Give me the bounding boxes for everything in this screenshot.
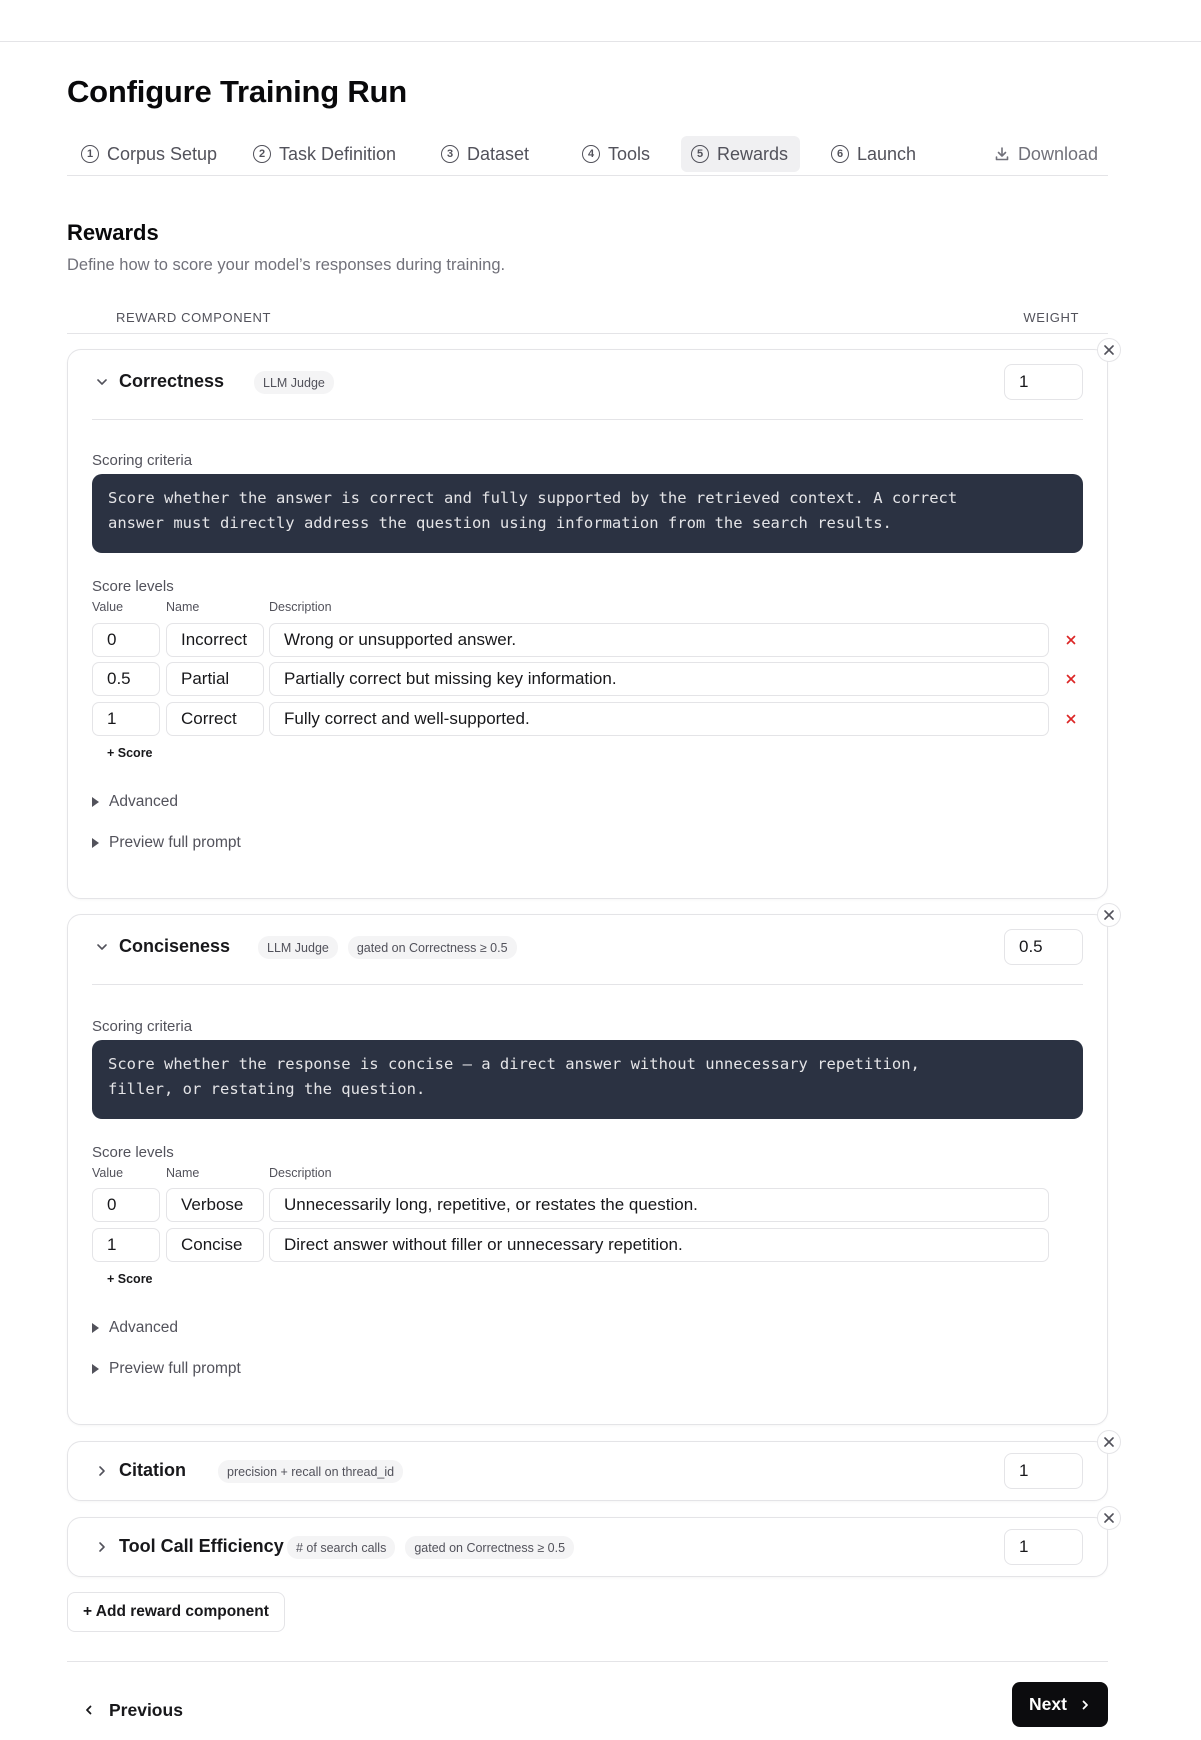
col-value: Value <box>92 1166 124 1180</box>
badge-group <box>258 936 517 959</box>
score-name-input[interactable] <box>166 662 264 696</box>
badge-group <box>287 1536 574 1559</box>
scoring-criteria-editor[interactable]: Score whether the answer is correct and fully supported by the retrieved context. A correct answer must directly address the question using information from the search results. <box>92 474 1083 553</box>
component-title: Tool Call Efficiency <box>119 1536 284 1556</box>
add-score-button[interactable]: + Score <box>107 746 153 760</box>
section-description: Define how to score your model’s responses during training. <box>67 256 506 274</box>
score-description-input[interactable] <box>269 702 1049 736</box>
close-icon <box>1104 910 1114 920</box>
score-name-input[interactable] <box>166 1228 264 1262</box>
add-score-button[interactable]: + Score <box>107 1272 153 1286</box>
gate-badge: gated on Correctness ≥ 0.5 <box>348 936 517 959</box>
type-badge: LLM Judge <box>254 371 334 394</box>
metric-badge: # of search calls <box>287 1536 395 1559</box>
scoring-criteria-label: Scoring criteria <box>92 452 193 469</box>
next-button[interactable] <box>1012 1682 1108 1727</box>
chevron-down-icon[interactable] <box>92 372 112 392</box>
score-value-input[interactable] <box>92 1228 160 1262</box>
step-number-icon: 3 <box>441 145 459 163</box>
remove-score-icon[interactable] <box>1063 671 1079 687</box>
card-header[interactable] <box>92 915 1083 985</box>
tab-tools[interactable] <box>572 136 660 172</box>
previous-button[interactable] <box>83 1690 183 1730</box>
download-icon <box>994 146 1010 162</box>
tab-rewards[interactable] <box>681 136 800 172</box>
previous-label: Previous <box>109 1699 183 1720</box>
score-level-row <box>92 1228 1102 1262</box>
tab-label: Task Definition <box>279 143 397 164</box>
score-value-input[interactable] <box>92 702 160 736</box>
table-header <box>67 302 1108 334</box>
step-number-icon: 2 <box>253 145 271 163</box>
score-description-input[interactable] <box>269 662 1049 696</box>
close-icon <box>1104 1437 1114 1447</box>
score-description-input[interactable] <box>269 1228 1049 1262</box>
advanced-toggle[interactable] <box>92 793 178 811</box>
tab-label: Rewards <box>717 143 789 164</box>
preview-prompt-label: Preview full prompt <box>109 1360 241 1377</box>
type-badge: LLM Judge <box>258 936 338 959</box>
remove-component-button[interactable] <box>1097 903 1121 927</box>
triangle-right-icon <box>92 797 99 807</box>
scoring-criteria-label: Scoring criteria <box>92 1018 193 1035</box>
metric-badge: precision + recall on thread_id <box>218 1460 403 1483</box>
reward-card-correctness <box>67 349 1108 899</box>
chevron-right-icon <box>1079 1699 1091 1711</box>
triangle-right-icon <box>92 1323 99 1333</box>
next-label: Next <box>1029 1694 1067 1714</box>
tab-corpus-setup[interactable] <box>71 136 227 172</box>
chevron-left-icon <box>83 1704 95 1716</box>
score-levels-label: Score levels <box>92 1144 174 1161</box>
score-name-input[interactable] <box>166 1188 264 1222</box>
chevron-right-icon[interactable] <box>92 1537 112 1557</box>
header-weight: WEIGHT <box>1023 310 1079 325</box>
add-reward-component-button[interactable]: + Add reward component <box>67 1592 285 1632</box>
gate-badge: gated on Correctness ≥ 0.5 <box>405 1536 574 1559</box>
weight-input[interactable] <box>1004 929 1083 965</box>
score-name-input[interactable] <box>166 623 264 657</box>
score-levels-label: Score levels <box>92 578 174 595</box>
triangle-right-icon <box>92 1364 99 1374</box>
tab-label: Launch <box>857 143 917 164</box>
score-level-row <box>92 1188 1102 1222</box>
remove-component-button[interactable] <box>1097 338 1121 362</box>
reward-card-conciseness <box>67 914 1108 1425</box>
tab-label: Dataset <box>467 143 530 164</box>
tab-label: Tools <box>608 143 651 164</box>
tab-dataset[interactable] <box>431 136 539 172</box>
remove-component-button[interactable] <box>1097 1506 1121 1530</box>
component-title: Citation <box>119 1460 186 1480</box>
preview-prompt-toggle[interactable] <box>92 834 241 852</box>
remove-component-button[interactable] <box>1097 1430 1121 1454</box>
divider <box>92 419 1083 420</box>
divider <box>92 984 1083 985</box>
score-name-input[interactable] <box>166 702 264 736</box>
top-bar <box>0 0 1201 42</box>
score-value-input[interactable] <box>92 662 160 696</box>
score-value-input[interactable] <box>92 623 160 657</box>
advanced-toggle[interactable] <box>92 1319 178 1337</box>
score-level-row <box>92 662 1102 696</box>
card-header[interactable] <box>92 350 1083 420</box>
download-label: Download <box>1017 143 1098 164</box>
stepper-tabs <box>67 136 1108 176</box>
weight-input[interactable] <box>1004 364 1083 400</box>
advanced-label: Advanced <box>109 793 178 810</box>
tab-label: Corpus Setup <box>107 143 218 164</box>
step-number-icon: 1 <box>81 145 99 163</box>
preview-prompt-toggle[interactable] <box>92 1360 241 1378</box>
card-header[interactable] <box>92 1518 1083 1576</box>
badge-group <box>254 371 334 394</box>
score-level-row <box>92 702 1102 736</box>
chevron-down-icon[interactable] <box>92 937 112 957</box>
component-title: Correctness <box>119 371 225 391</box>
preview-prompt-label: Preview full prompt <box>109 834 241 851</box>
tab-task-definition[interactable] <box>243 136 406 172</box>
step-number-icon: 5 <box>691 145 709 163</box>
step-number-icon: 4 <box>582 145 600 163</box>
step-number-icon: 6 <box>831 145 849 163</box>
chevron-right-icon[interactable] <box>92 1461 112 1481</box>
card-header[interactable] <box>92 1442 1083 1500</box>
download-button[interactable] <box>984 136 1108 172</box>
weight-input[interactable] <box>1004 1529 1083 1565</box>
page-title: Configure Training Run <box>67 74 408 109</box>
col-value: Value <box>92 600 124 614</box>
close-icon <box>1104 345 1114 355</box>
col-name: Name <box>166 1166 200 1180</box>
score-description-input[interactable] <box>269 1188 1049 1222</box>
score-description-input[interactable] <box>269 623 1049 657</box>
col-description: Description <box>269 600 332 614</box>
close-icon <box>1104 1513 1114 1523</box>
advanced-label: Advanced <box>109 1319 178 1336</box>
score-value-input[interactable] <box>92 1188 160 1222</box>
tab-launch[interactable] <box>821 136 926 172</box>
remove-score-icon[interactable] <box>1063 632 1079 648</box>
scoring-criteria-editor[interactable]: Score whether the response is concise — a direct answer without unnecessary repetition, filler, or restating the question. <box>92 1040 1083 1119</box>
footer-divider <box>67 1661 1108 1662</box>
component-title: Conciseness <box>119 936 231 956</box>
weight-input[interactable] <box>1004 1453 1083 1489</box>
score-level-row <box>92 623 1102 657</box>
reward-card-tool-call-efficiency <box>67 1517 1108 1577</box>
badge-group <box>218 1460 403 1483</box>
col-description: Description <box>269 1166 332 1180</box>
triangle-right-icon <box>92 838 99 848</box>
reward-card-citation <box>67 1441 1108 1501</box>
header-reward-component: REWARD COMPONENT <box>116 310 272 325</box>
col-name: Name <box>166 600 200 614</box>
section-title: Rewards <box>67 220 159 245</box>
remove-score-icon[interactable] <box>1063 711 1079 727</box>
